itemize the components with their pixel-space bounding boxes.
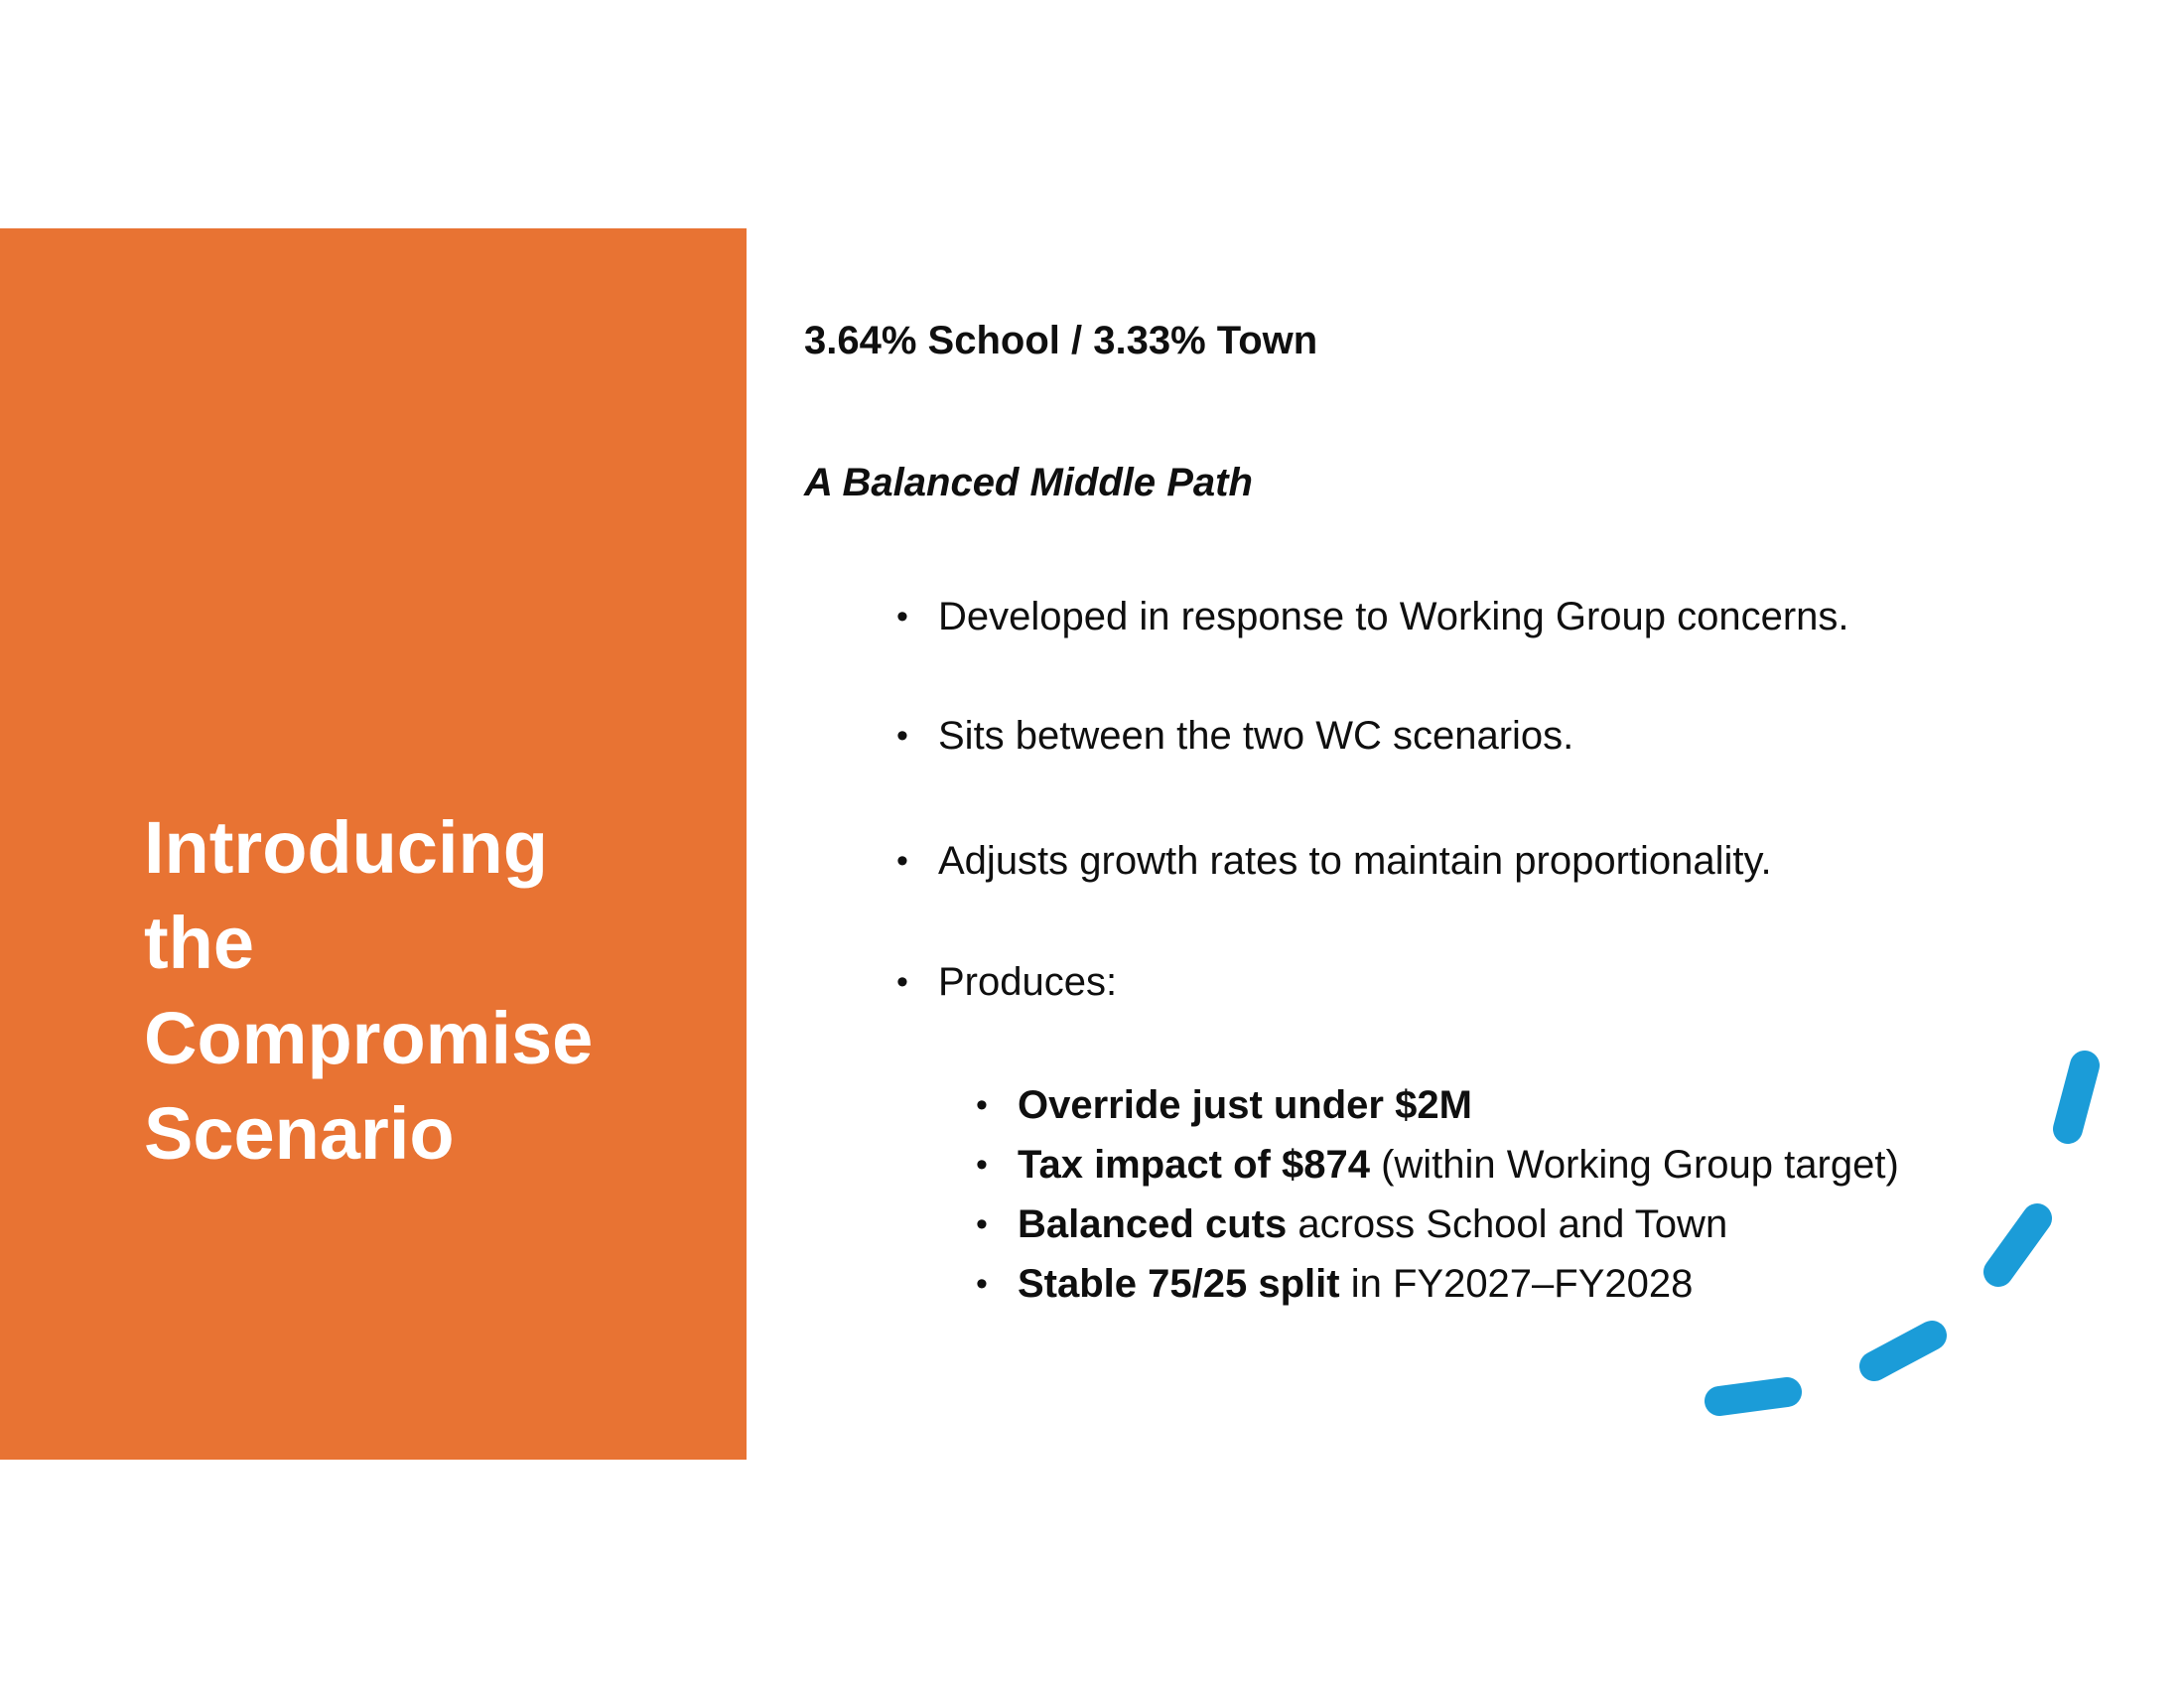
slide-title-line-1: Introducing — [144, 806, 548, 889]
sub-bullet-item — [976, 1075, 1899, 1135]
sub-bullet-item — [976, 1254, 1899, 1314]
bullet-marker: • — [976, 1146, 988, 1184]
bullet-item — [896, 835, 1772, 887]
sub-bullet-rest-text: (within Working Group target) — [1369, 1143, 1899, 1187]
arc-dash-4 — [1719, 1392, 1787, 1401]
slide-title-line-3: Compromise — [144, 997, 594, 1079]
content-subheading: A Balanced Middle Path — [804, 461, 1253, 504]
sub-bullet-rest-text: across School and Town — [1287, 1202, 1728, 1246]
arc-dash-1 — [2068, 1065, 2085, 1129]
arc-dash-3 — [1874, 1336, 1932, 1366]
bullet-marker: • — [896, 842, 908, 880]
bullet-text: Developed in response to Working Group concerns. — [938, 595, 1849, 638]
sub-bullet-item — [976, 1195, 1899, 1254]
bullet-item — [896, 956, 1117, 1008]
sub-bullet-item — [976, 1135, 1899, 1195]
sub-bullet-bold-text: Override just under $2M — [1018, 1083, 1472, 1127]
sub-bullet-bold-text: Balanced cuts — [1018, 1202, 1288, 1246]
arc-dash-2 — [1998, 1218, 2037, 1272]
bullet-item — [896, 591, 1849, 642]
sub-bullet-bold-text: Tax impact of $874 — [1018, 1143, 1370, 1187]
title-panel — [0, 228, 747, 1460]
bullet-marker: • — [896, 963, 908, 1001]
slide-title-line-2: the — [144, 902, 254, 984]
bullet-marker: • — [976, 1265, 988, 1303]
bullet-item — [896, 710, 1573, 762]
sub-bullet-list — [976, 1075, 1899, 1314]
sub-bullet-rest-text: in FY2027–FY2028 — [1339, 1262, 1694, 1306]
bullet-text: Produces: — [938, 960, 1118, 1004]
bullet-marker: • — [896, 717, 908, 755]
slide-title — [144, 800, 700, 1182]
bullet-marker: • — [976, 1205, 988, 1243]
bullet-marker: • — [976, 1086, 988, 1124]
content-heading: 3.64% School / 3.33% Town — [804, 319, 1318, 362]
bullet-text: Adjusts growth rates to maintain proportionality. — [938, 839, 1772, 883]
slide-title-line-4: Scenario — [144, 1092, 455, 1175]
bullet-text: Sits between the two WC scenarios. — [938, 714, 1574, 758]
bullet-marker: • — [896, 598, 908, 635]
sub-bullet-bold-text: Stable 75/25 split — [1018, 1262, 1340, 1306]
